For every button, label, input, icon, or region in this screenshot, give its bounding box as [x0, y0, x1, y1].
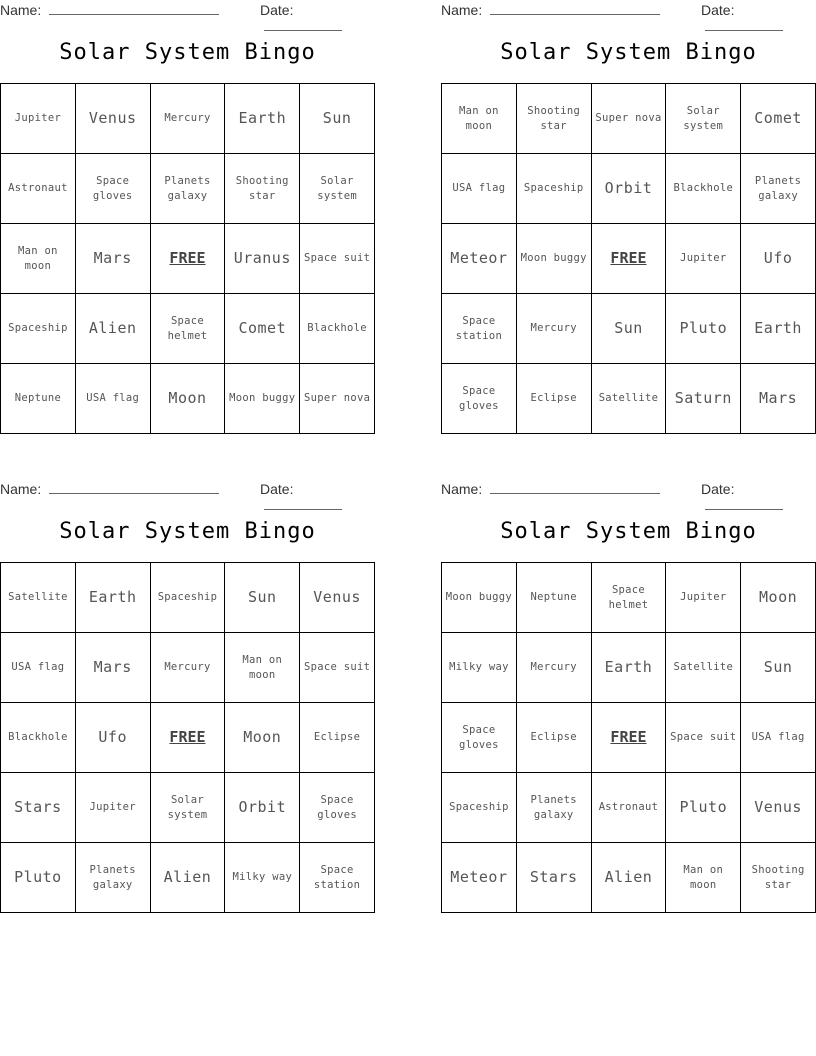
bingo-cell: USA flag	[1, 633, 76, 703]
bingo-cell: Space suit	[300, 633, 375, 703]
bingo-cell: Moon	[151, 364, 226, 434]
bingo-cell: Stars	[1, 773, 76, 843]
bingo-cell: Mercury	[517, 633, 592, 703]
bingo-cell: Mercury	[151, 633, 226, 703]
name-label: Name:	[0, 2, 42, 18]
bingo-cell: Venus	[300, 563, 375, 633]
bingo-cell: Solar system	[151, 773, 226, 843]
name-line	[49, 4, 219, 15]
bingo-cell: Comet	[225, 294, 300, 364]
date-line	[264, 20, 342, 31]
bingo-cell: Pluto	[1, 843, 76, 913]
bingo-cell: Solar system	[300, 154, 375, 224]
bingo-grid	[0, 83, 375, 434]
bingo-cell: Comet	[741, 84, 816, 154]
bingo-cell: Jupiter	[666, 224, 741, 294]
bingo-cell: Astronaut	[592, 773, 667, 843]
name-label: Name:	[441, 481, 483, 497]
bingo-cell: Space helmet	[592, 563, 667, 633]
bingo-cell: Earth	[592, 633, 667, 703]
bingo-cell: Satellite	[666, 633, 741, 703]
bingo-cell: Planets galaxy	[76, 843, 151, 913]
bingo-cell: Jupiter	[1, 84, 76, 154]
bingo-cell: Man on moon	[666, 843, 741, 913]
bingo-cell: Blackhole	[1, 703, 76, 773]
bingo-cell: Spaceship	[151, 563, 226, 633]
bingo-cell: Earth	[741, 294, 816, 364]
bingo-cell: Orbit	[225, 773, 300, 843]
bingo-cell: Sun	[225, 563, 300, 633]
bingo-cell: Sun	[592, 294, 667, 364]
bingo-cell: Shooting star	[517, 84, 592, 154]
free-space-cell: FREE	[592, 224, 667, 294]
name-line	[490, 4, 660, 15]
card-header	[441, 479, 816, 499]
bingo-cell: Blackhole	[666, 154, 741, 224]
card-header	[0, 0, 375, 20]
bingo-cell: Space gloves	[76, 154, 151, 224]
bingo-cell: Planets galaxy	[517, 773, 592, 843]
date-label: Date:	[260, 481, 294, 497]
bingo-cell: Sun	[300, 84, 375, 154]
bingo-cell: Mars	[76, 633, 151, 703]
bingo-cell: Moon buggy	[517, 224, 592, 294]
bingo-cell: Moon buggy	[442, 563, 517, 633]
bingo-cell: Saturn	[666, 364, 741, 434]
bingo-cell: Shooting star	[741, 843, 816, 913]
bingo-cell: Space station	[300, 843, 375, 913]
bingo-cell: Moon	[225, 703, 300, 773]
date-label: Date:	[701, 2, 735, 18]
bingo-cell: USA flag	[442, 154, 517, 224]
bingo-cell: Satellite	[1, 563, 76, 633]
bingo-cell: Venus	[741, 773, 816, 843]
date-line	[705, 20, 783, 31]
free-space-cell: FREE	[151, 703, 226, 773]
bingo-cell: Astronaut	[1, 154, 76, 224]
bingo-grid	[0, 562, 375, 913]
bingo-cell: Jupiter	[76, 773, 151, 843]
bingo-cell: Eclipse	[300, 703, 375, 773]
date-line	[264, 499, 342, 510]
bingo-cell: Planets galaxy	[151, 154, 226, 224]
bingo-cell: Spaceship	[517, 154, 592, 224]
card-title: Solar System Bingo	[500, 519, 757, 544]
bingo-cell: Man on moon	[1, 224, 76, 294]
bingo-cell: Meteor	[442, 843, 517, 913]
bingo-cell: Neptune	[1, 364, 76, 434]
bingo-cell: Planets galaxy	[741, 154, 816, 224]
bingo-cell: Moon	[741, 563, 816, 633]
bingo-cell: Orbit	[592, 154, 667, 224]
bingo-cell: Jupiter	[666, 563, 741, 633]
bingo-cell: USA flag	[76, 364, 151, 434]
date-label: Date:	[260, 2, 294, 18]
bingo-cell: Space suit	[300, 224, 375, 294]
bingo-cell: Man on moon	[442, 84, 517, 154]
bingo-cell: USA flag	[741, 703, 816, 773]
bingo-cell: Sun	[741, 633, 816, 703]
bingo-cell: Eclipse	[517, 364, 592, 434]
bingo-cell: Spaceship	[1, 294, 76, 364]
bingo-grid	[441, 562, 816, 913]
card-title: Solar System Bingo	[59, 519, 316, 544]
bingo-cell: Space gloves	[442, 364, 517, 434]
bingo-cell: Milky way	[225, 843, 300, 913]
bingo-cell: Alien	[76, 294, 151, 364]
name-line	[49, 483, 219, 494]
bingo-cell: Alien	[592, 843, 667, 913]
bingo-cell: Space gloves	[300, 773, 375, 843]
bingo-cell: Super nova	[592, 84, 667, 154]
bingo-cell: Venus	[76, 84, 151, 154]
bingo-cell: Ufo	[741, 224, 816, 294]
bingo-cell: Stars	[517, 843, 592, 913]
bingo-cell: Ufo	[76, 703, 151, 773]
bingo-cell: Man on moon	[225, 633, 300, 703]
bingo-cell: Space suit	[666, 703, 741, 773]
bingo-cell: Earth	[225, 84, 300, 154]
bingo-cell: Blackhole	[300, 294, 375, 364]
bingo-cell: Uranus	[225, 224, 300, 294]
bingo-cell: Earth	[76, 563, 151, 633]
bingo-cell: Satellite	[592, 364, 667, 434]
name-label: Name:	[0, 481, 42, 497]
bingo-cell: Mars	[741, 364, 816, 434]
bingo-cell: Moon buggy	[225, 364, 300, 434]
bingo-cell: Mercury	[151, 84, 226, 154]
bingo-cell: Space helmet	[151, 294, 226, 364]
bingo-cell: Pluto	[666, 294, 741, 364]
bingo-cell: Pluto	[666, 773, 741, 843]
date-line	[705, 499, 783, 510]
free-space-cell: FREE	[151, 224, 226, 294]
name-line	[490, 483, 660, 494]
card-header	[0, 479, 375, 499]
bingo-grid	[441, 83, 816, 434]
card-title: Solar System Bingo	[500, 40, 757, 65]
card-header	[441, 0, 816, 20]
bingo-cell: Shooting star	[225, 154, 300, 224]
bingo-cell: Milky way	[442, 633, 517, 703]
card-title: Solar System Bingo	[59, 40, 316, 65]
bingo-cell: Space station	[442, 294, 517, 364]
bingo-cell: Mars	[76, 224, 151, 294]
bingo-cell: Meteor	[442, 224, 517, 294]
bingo-cell: Spaceship	[442, 773, 517, 843]
name-label: Name:	[441, 2, 483, 18]
bingo-cell: Super nova	[300, 364, 375, 434]
bingo-cell: Neptune	[517, 563, 592, 633]
bingo-cell: Space gloves	[442, 703, 517, 773]
bingo-cell: Alien	[151, 843, 226, 913]
free-space-cell: FREE	[592, 703, 667, 773]
bingo-cell: Eclipse	[517, 703, 592, 773]
date-label: Date:	[701, 481, 735, 497]
bingo-cell: Solar system	[666, 84, 741, 154]
bingo-cell: Mercury	[517, 294, 592, 364]
